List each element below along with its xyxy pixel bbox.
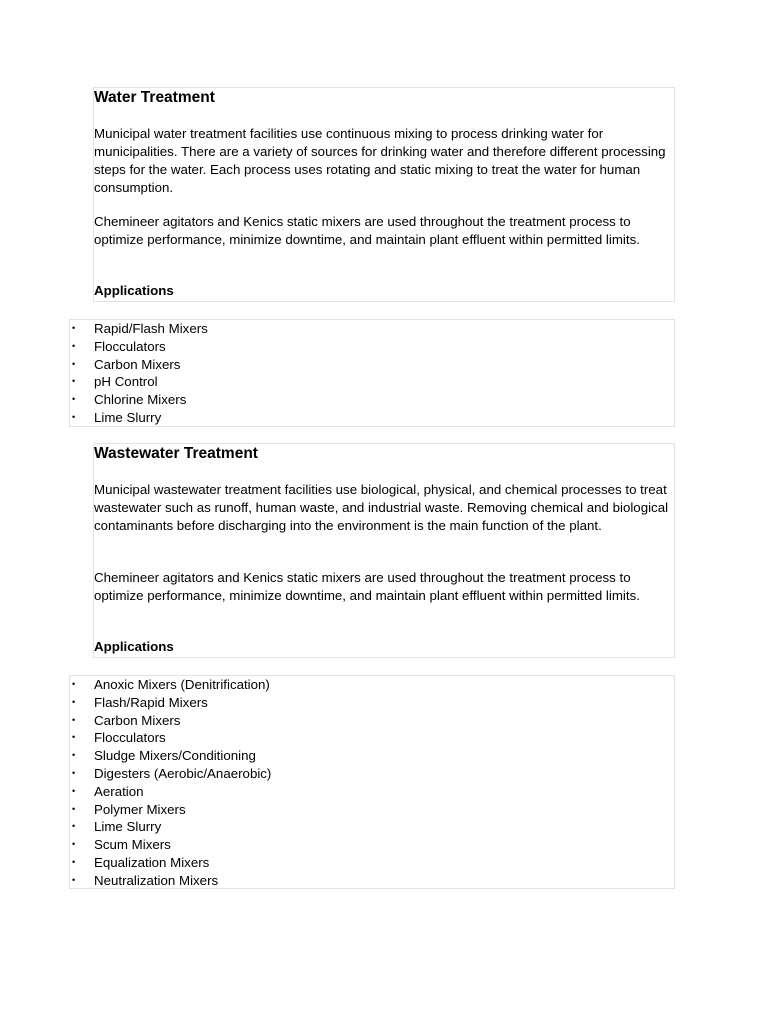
bullet-icon: •: [72, 714, 76, 725]
list-item: • pH Control: [72, 374, 158, 390]
bullet-icon: •: [72, 839, 76, 850]
wastewater-treatment-paragraph-1: Municipal wastewater treatment facilities use biological, physical, and chemical processes to treat wastewater such as runoff, human waste, and industrial waste. Removing chemical and biological contaminants before discharging into the environment is the main function of the plant.: [94, 482, 669, 533]
list-item: • Lime Slurry: [72, 819, 162, 835]
bullet-icon: •: [72, 874, 76, 885]
wastewater-treatment-paragraph-2: Chemineer agitators and Kenics static mixers are used throughout the treatment process to optimize performance, minimize downtime, and maintain plant effluent within permitted limits.: [94, 570, 640, 603]
list-item: • Rapid/Flash Mixers: [72, 321, 208, 336]
bullet-icon: •: [72, 767, 76, 778]
list-item: • Carbon Mixers: [72, 356, 181, 372]
wastewater-treatment-title: Wastewater Treatment: [94, 445, 258, 462]
bullet-icon: •: [72, 376, 76, 387]
list-item: • Neutralization Mixers: [72, 872, 219, 888]
list-item: • Polymer Mixers: [72, 801, 186, 817]
water-treatment-title: Water Treatment: [94, 89, 215, 106]
list-item: • Scum Mixers: [72, 837, 171, 853]
bullet-icon: •: [72, 732, 76, 743]
list-item: • Sludge Mixers/Conditioning: [72, 748, 256, 764]
wastewater-applications-list: [70, 676, 676, 890]
bullet-icon: •: [72, 340, 76, 351]
water-treatment-paragraph-1: Municipal water treatment facilities use continuous mixing to process drinking water for municipalities. There are a variety of sources for drinking water and therefore different processing steps for the water. Each process uses rotating and static mixing to treat the water for human consumption.: [94, 126, 666, 195]
wastewater-applications-heading: Applications: [94, 639, 174, 654]
water-applications-list-box: [69, 319, 675, 427]
list-item: • Flocculators: [72, 338, 166, 354]
list-item: • Anoxic Mixers (Denitrification): [72, 677, 270, 692]
list-item: • Flocculators: [72, 730, 166, 746]
list-item: • Chlorine Mixers: [72, 392, 187, 408]
bullet-icon: •: [72, 323, 76, 333]
list-item: • Flash/Rapid Mixers: [72, 694, 208, 710]
list-item: • Digesters (Aerobic/Anaerobic): [72, 765, 272, 781]
water-treatment-paragraph-2: Chemineer agitators and Kenics static mixers are used throughout the treatment process to optimize performance, minimize downtime, and maintain plant effluent within permitted limits.: [94, 214, 640, 247]
bullet-icon: •: [72, 411, 76, 422]
bullet-icon: •: [72, 358, 76, 369]
bullet-icon: •: [72, 821, 76, 832]
list-item: • Lime Slurry: [72, 409, 162, 425]
bullet-icon: •: [72, 856, 76, 867]
water-treatment-section: [93, 87, 675, 302]
bullet-icon: •: [72, 696, 76, 707]
bullet-icon: •: [72, 803, 76, 814]
bullet-icon: •: [72, 679, 76, 689]
water-applications-heading: Applications: [94, 283, 174, 298]
list-item: • Equalization Mixers: [72, 854, 210, 870]
bullet-icon: •: [72, 394, 76, 405]
list-item: • Carbon Mixers: [72, 712, 181, 728]
bullet-icon: •: [72, 785, 76, 796]
wastewater-applications-list-box: [69, 675, 675, 889]
list-item: • Aeration: [72, 783, 144, 799]
wastewater-treatment-section: [93, 443, 675, 658]
bullet-icon: •: [72, 750, 76, 761]
water-applications-list: [70, 320, 676, 427]
